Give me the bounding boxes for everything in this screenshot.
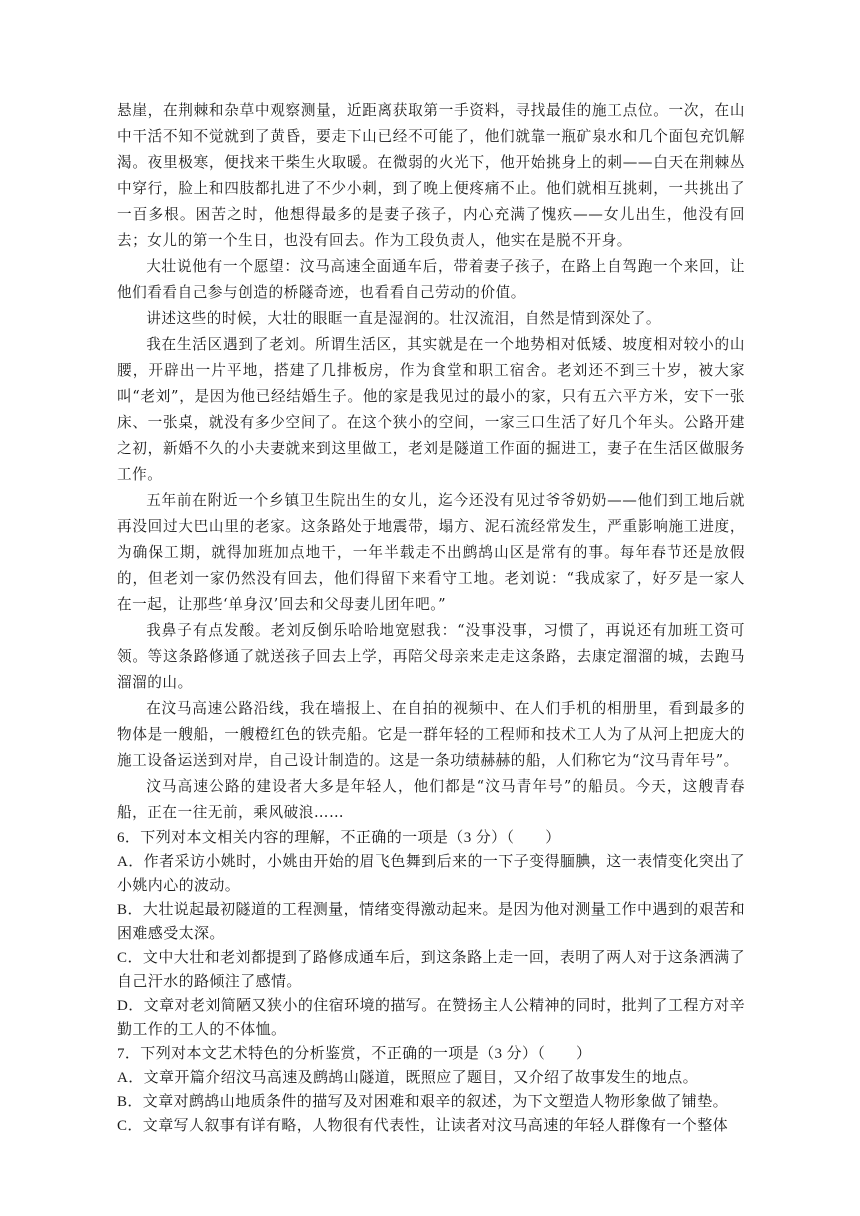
document-page <box>117 98 745 1138</box>
question-7-stem: 7．下列对本文艺术特色的分析鉴赏，不正确的一项是（3 分）（ ） <box>117 1046 592 1062</box>
question-6-option-d: D．文章对老刘简陋又狭小的住宿环境的描写。在赞扬主人公精神的同时，批判了工程方对辛勤工作的工人的不体恤。 <box>117 998 745 1038</box>
paragraph-6: 我鼻子有点发酸。老刘反倒乐哈哈地宽慰我：“没事没事，习惯了，再说还有加班工资可领。等这条路修通了就送孩子回去上学，再陪父母亲来走走这条路，去康定溜溜的城，去跑马溜溜的山。 <box>117 622 745 691</box>
question-7-option-a: A．文章开篇介绍汶马高速及鹧鸪山隧道，既照应了题目，又介绍了故事发生的地点。 <box>117 1070 699 1086</box>
questions-section <box>117 826 745 1138</box>
question-6-stem: 6．下列对本文相关内容的理解，不正确的一项是（3 分）（ ） <box>117 830 561 846</box>
paragraph-4: 我在生活区遇到了老刘。所谓生活区，其实就是在一个地势相对低矮、坡度相对较小的山腰，开辟出一片平地，搭建了几排板房，作为食堂和职工宿舍。老刘还不到三十岁，被大家叫“老刘”，是因为他已经结婚生子。他的家是我见过的最小的家，只有五六平方米，安下一张床、一张桌，就没有多少空间了。在这个狭小的空间，一家三口生活了好几个年头。公路开建之初，新婚不久的小夫妻就来到这里做工，老刘是隧道工作面的掘进工，妻子在生活区做服务工作。 <box>117 336 745 483</box>
question-6-option-c: C．文中大壮和老刘都提到了路修成通车后，到这条路上走一回，表明了两人对于这条洒满了自己汗水的路倾注了感情。 <box>117 950 745 990</box>
question-7-option-b: B．文章对鹧鸪山地质条件的描写及对困难和艰辛的叙述，为下文塑造人物形象做了铺垫。 <box>117 1094 729 1110</box>
question-6-option-b: B．大壮说起最初隧道的工程测量，情绪变得激动起来。是因为他对测量工作中遇到的艰苦和困难感受太深。 <box>117 902 745 942</box>
paragraph-7: 在汶马高速公路沿线，我在墙报上、在自拍的视频中、在人们手机的相册里，看到最多的物体是一艘船，一艘橙红色的铁壳船。它是一群年轻的工程师和技术工人为了从河上把庞大的施工设备运送到对岸，自己设计制造的。这是一条功绩赫赫的船，人们称它为“汶马青年号”。 <box>117 700 745 769</box>
passage-body <box>117 98 745 826</box>
question-7-option-c: C．文章写人叙事有详有略，人物很有代表性，让读者对汶马高速的年轻人群像有一个整体 <box>117 1118 729 1134</box>
paragraph-5: 五年前在附近一个乡镇卫生院出生的女儿，迄今还没有见过爷爷奶奶——他们到工地后就再没回过大巴山里的老家。这条路处于地震带，塌方、泥石流经常发生，严重影响施工进度，为确保工期，就得加班加点地干，一年半载走不出鹧鸪山区是常有的事。每年春节还是放假的，但老刘一家仍然没有回去，他们得留下来看守工地。老刘说：“我成家了，好歹是一家人在一起，让那些‘单身汉’回去和父母妻儿团年吧。” <box>117 492 745 613</box>
paragraph-1: 悬崖，在荆棘和杂草中观察测量，近距离获取第一手资料，寻找最佳的施工点位。一次，在山中干活不知不觉就到了黄昏，要走下山已经不可能了，他们就靠一瓶矿泉水和几个面包充饥解渴。夜里极寒，便找来干柴生火取暖。在微弱的火光下，他开始挑身上的刺——白天在荆棘丛中穿行，脸上和四肢都扎进了不少小刺，到了晚上便疼痛不止。他们就相互挑刺，一共挑出了一百多根。困苦之时，他想得最多的是妻子孩子，内心充满了愧疚——女儿出生，他没有回去；女儿的第一个生日，也没有回去。作为工段负责人，他实在是脱不开身。 <box>117 102 745 249</box>
paragraph-3: 讲述这些的时候，大壮的眼眶一直是湿润的。壮汉流泪，自然是情到深处了。 <box>146 310 662 327</box>
paragraph-8: 汶马高速公路的建设者大多是年轻人，他们都是“汶马青年号”的船员。今天，这艘青春船，正在一往无前，乘风破浪…… <box>117 778 745 821</box>
paragraph-2: 大壮说他有一个愿望：汶马高速全面通车后，带着妻子孩子，在路上自驾跑一个来回，让他们看看自己参与创造的桥隧奇迹，也看看自己劳动的价值。 <box>117 258 745 301</box>
question-6-option-a: A．作者采访小姚时，小姚由开始的眉飞色舞到后来的一下子变得腼腆，这一表情变化突出了小姚内心的波动。 <box>117 854 745 894</box>
